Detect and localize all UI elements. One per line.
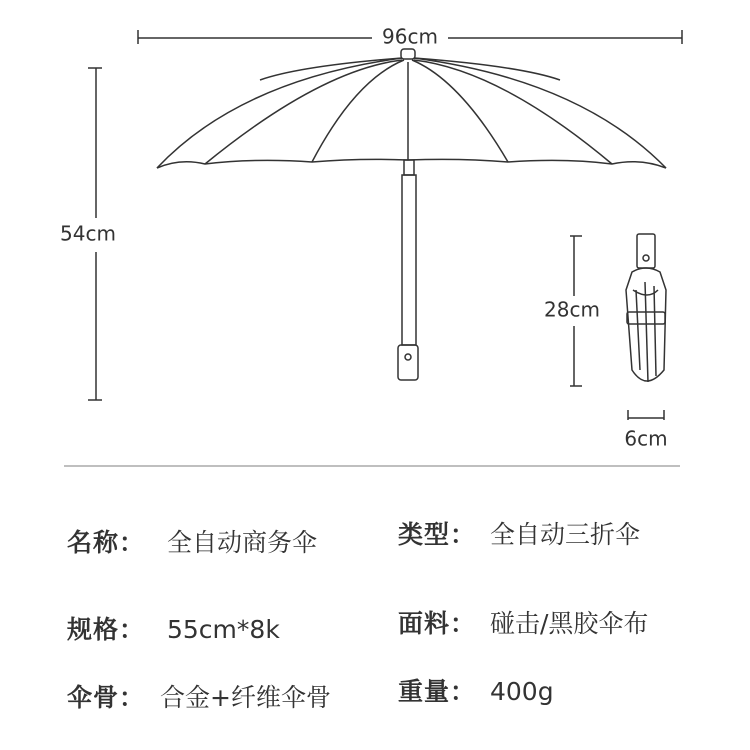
spec-type-label: 类型：	[398, 520, 477, 549]
spec-size-value: 55cm*8k	[167, 615, 280, 644]
spec-size	[67, 615, 280, 645]
open-height-label: 54cm	[60, 221, 116, 246]
spec-name-value: 全自动商务伞	[167, 528, 318, 557]
spec-frame-label: 伞骨：	[67, 683, 146, 712]
spec-fabric	[398, 609, 648, 639]
open-width-label: 96cm	[382, 24, 438, 49]
spec-weight	[398, 677, 554, 707]
spec-size-label: 规格：	[67, 615, 146, 644]
spec-type-value: 全自动三折伞	[490, 520, 641, 549]
spec-frame-value: 合金+纤维伞骨	[160, 683, 331, 712]
spec-name-label: 名称：	[67, 528, 146, 557]
folded-width-label: 6cm	[624, 426, 668, 451]
spec-fabric-value: 碰击/黑胶伞布	[490, 609, 649, 638]
spec-fabric-label: 面料：	[398, 609, 477, 638]
spec-type	[398, 520, 640, 550]
spec-name	[67, 528, 317, 558]
folded-length-label: 28cm	[544, 297, 600, 322]
spec-weight-label: 重量：	[398, 677, 477, 706]
spec-frame	[67, 683, 331, 713]
spec-weight-value: 400g	[490, 677, 554, 706]
